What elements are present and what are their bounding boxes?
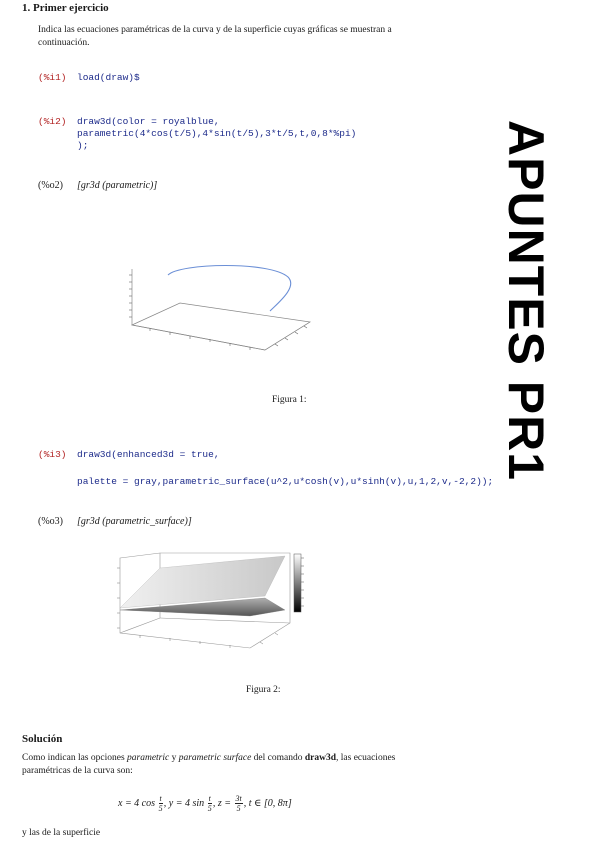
solution-paragraph: Como indican las opciones parametric y parametric surface del comando draw3d, las ecuaciones paramétricas de la curva son:: [22, 753, 396, 776]
gray-palette-bar: [294, 554, 301, 612]
palette-ticks: [301, 558, 304, 606]
watermark-text: APUNTES PR1: [498, 120, 554, 482]
section-title: 1. Primer ejercicio: [22, 2, 109, 14]
input-label: (%i2): [38, 116, 67, 127]
figure-1-caption: Figura 1:: [272, 395, 307, 405]
code-block: draw3d(color = royalblue, parametric(4*cos(t/5),4*sin(t/5),3*t/5,t,0,8*%pi) );: [77, 116, 357, 151]
figure-2-plot: [100, 548, 325, 673]
code-line: palette = gray,parametric_surface(u^2,u*cosh(v),u*sinh(v),u,1,2,v,-2,2));: [77, 476, 494, 487]
input-label: (%i1): [38, 72, 67, 83]
box-edge: [120, 618, 160, 633]
figure-1-plot: [120, 255, 320, 365]
tick-marks: [129, 275, 307, 350]
output-label: (%o3): [38, 516, 63, 527]
code-line: draw3d(enhanced3d = true,: [77, 449, 220, 460]
output-value: [gr3d (parametric_surface)]: [77, 516, 192, 527]
y-axis-line: [265, 322, 310, 350]
floor-plane: [132, 303, 310, 350]
intro-paragraph: Indica las ecuaciones paramétricas de la curva y de la superficie cuyas gráficas se muestran a continuación.: [38, 25, 392, 48]
solution-heading: Solución: [22, 733, 63, 745]
figure-2-caption: Figura 2:: [246, 685, 281, 695]
curve-equations: x = 4 cos $\frac{t}{5}$ , y = 4 sin $\frac{t}{5}$ , z = $\frac{3t}{5}$ , t ∈ [0, 8π]: [118, 794, 292, 813]
output-label: (%o2): [38, 180, 63, 191]
closing-text: y las de la superficie: [22, 828, 101, 838]
box-edge: [160, 618, 290, 623]
code-line: load(draw)$: [77, 72, 140, 83]
input-label: (%i3): [38, 449, 67, 460]
x-axis-line: [132, 325, 265, 350]
output-value: [gr3d (parametric)]: [77, 180, 158, 191]
